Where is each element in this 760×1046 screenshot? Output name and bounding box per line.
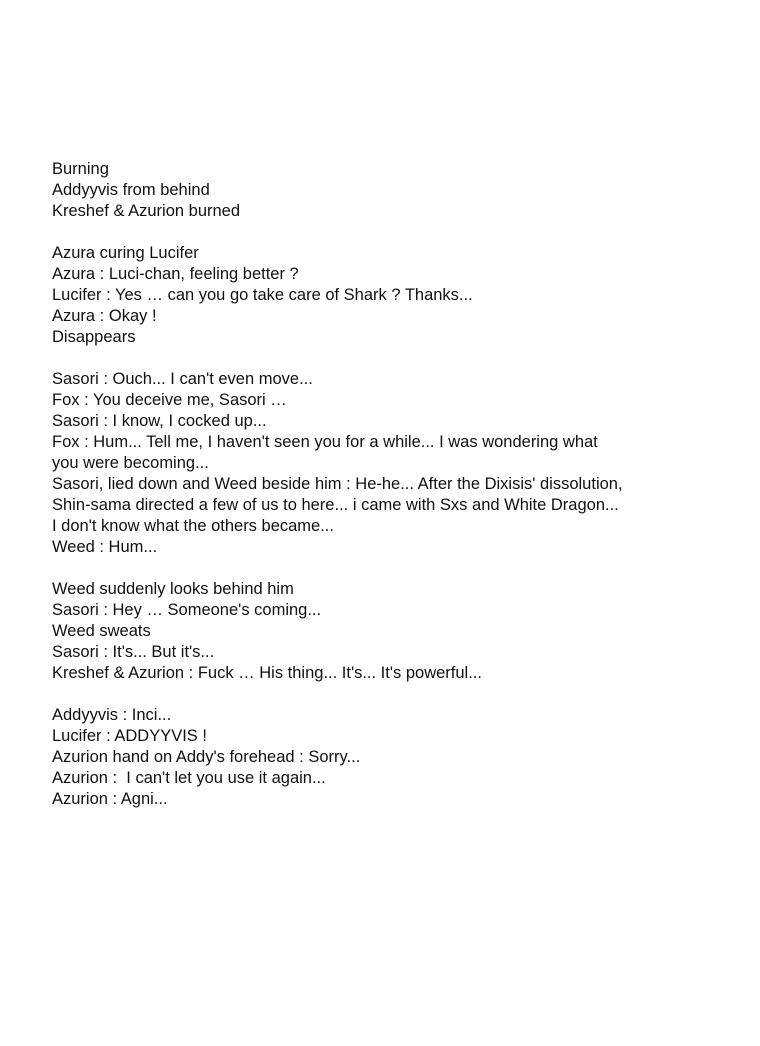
text-line: Sasori : Hey … Someone's coming...: [52, 601, 322, 619]
text-line: Addyyvis : Inci...: [52, 706, 172, 724]
text-line: Azurion : Agni...: [52, 790, 168, 808]
text-line: Sasori : It's... But it's...: [52, 643, 215, 661]
text-line: Sasori : Ouch... I can't even move...: [52, 370, 313, 388]
blank-line: [52, 558, 712, 579]
blank-line: [52, 684, 712, 705]
text-line: Burning: [52, 160, 109, 178]
text-line: Lucifer : ADDYYVIS !: [52, 727, 207, 745]
text-line: Azura : Luci-chan, feeling better ?: [52, 265, 299, 283]
text-line: Weed : Hum...: [52, 538, 158, 556]
text-line: Disappears: [52, 328, 136, 346]
text-line: Azurion hand on Addy's forehead : Sorry...: [52, 748, 361, 766]
document-page: [52, 159, 712, 810]
text-line: Shin-sama directed a few of us to here... i came with Sxs and White Dragon...: [52, 496, 619, 514]
blank-line: [52, 348, 712, 369]
text-line: Fox : You deceive me, Sasori …: [52, 391, 287, 409]
text-line: Azurion : I can't let you use it again...: [52, 769, 326, 787]
text-line: Azura curing Lucifer: [52, 244, 199, 262]
text-line: Addyyvis from behind: [52, 181, 210, 199]
text-line: Fox : Hum... Tell me, I haven't seen you for a while... I was wondering what: [52, 433, 598, 451]
text-line: Lucifer : Yes … can you go take care of Shark ? Thanks...: [52, 286, 473, 304]
text-line: Kreshef & Azurion : Fuck … His thing... It's... It's powerful...: [52, 664, 482, 682]
text-line: I don't know what the others became...: [52, 517, 334, 535]
text-line: Weed suddenly looks behind him: [52, 580, 294, 598]
text-line: you were becoming...: [52, 454, 209, 472]
text-line: Azura : Okay !: [52, 307, 157, 325]
text-line: Sasori, lied down and Weed beside him : He-he... After the Dixisis' dissolution,: [52, 475, 623, 493]
blank-line: [52, 222, 712, 243]
text-line: Sasori : I know, I cocked up...: [52, 412, 267, 430]
text-line: Weed sweats: [52, 622, 151, 640]
text-line: Kreshef & Azurion burned: [52, 202, 241, 220]
